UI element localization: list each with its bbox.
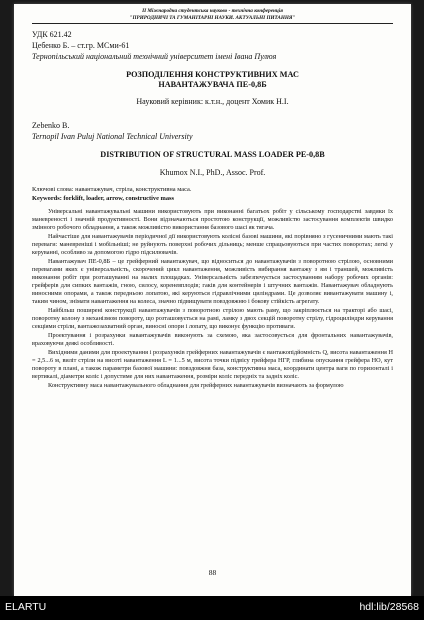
handle-link[interactable]: hdl:lib/28568 [359,601,419,613]
title-ua [14,70,411,90]
keywords-ua: Ключові слова: навантажувач, стріла, конструктивна маса. [32,186,192,193]
paragraph: Проектування і розрахунки навантажувачів виконують за схемою, яка застосовується для фронтальних навантажувачів, враховуючи деякі особливості. [32,331,393,347]
document-page [14,4,411,596]
repository-label: ELARTU [5,601,47,613]
header-divider [32,23,393,24]
supervisor-en: Khumox N.I., PhD., Assoc. Prof. [159,168,266,177]
paragraph: Навантажувач ПЕ-0,8Б – це грейферний навантажувач, що відноситься до навантажувачів з поворотною стрілою, основними перевагами яких є універсальність, скорочений цикл навантаження, можливість вибирання вантажу з ям і траншей, можливість виконання робіт при розташуванні на малих площадках. Універсальність забезпечується застосуванням набору робочих органів: грейферів для сипких вантажів, гною, силосу, кореневплодів; гаків для контейнерів і штучних вантажів. Навантажувач обладнують виносними опорами, а також передньою лопатою, які керуються гідравлічними циліндрами. Це дозволяє вивантажувати машину і, таким чином, знімати навантаження на колеса, значно підвищувати повздовжню і бокову стійкість агрегату. [32,258,393,305]
author-en: Zebenko B. [32,121,70,130]
udk-code: УДК 621.42 [32,30,72,39]
institution-ua: Тернопільський національний технічний університет імені Івана Пулюя [32,52,277,61]
conference-header [14,8,411,21]
author-ua: Цебенко Б. – ст.гр. МСми-61 [32,41,130,50]
title-ua-line-2: НАВАНТАЖУВАЧА ПЕ-0,8Б [158,80,267,89]
supervisor-ua: Науковий керівник: к.т.н., доцент Хомик Н.І. [136,97,289,106]
article-body [32,208,393,391]
footer-bar [0,596,424,620]
title-ua-line-1: РОЗПОДІЛЕННЯ КОНСТРУКТИВНИХ МАС [126,70,299,79]
institution-en: Ternopil Ivan Puluj National Technical University [32,132,193,141]
title-en: DISTRIBUTION OF STRUCTURAL MASS LOADER PE-0,8B [100,150,325,159]
conference-line-1: II Міжнародна студентська науково - технічна конференція [142,8,283,14]
paragraph: Конструктивну маса навантажувального обладнання для грейферних навантажувачів визначають за формулою [48,381,344,389]
paragraph: Найбільш поширені конструкції навантажувачів з поворотною стрілою мають раму, що закріплюється на тракторі або шасі, поворотну колону з механізмом повороту, що розташовується на рамі, ламку з двох секцій поворотну стрілу, гідроциліндри керування секціями стріли, вантажозахватний орган, виносні опори і лопату, що виконує функцію противаги. [32,306,393,330]
conference-line-2: "ПРИРОДНИЧІ ТА ГУМАНІТАРНІ НАУКИ. АКТУАЛЬНІ ПИТАННЯ" [129,14,296,21]
paragraph: Найчастіше для навантажувачів періодичної дії використовують колісні базові машини, які порівняно з гусеничними мають такі переваги: маневреніші і мобільніші; не руйнують поверхні робочих дільниць; менше спрацьовуються при частих поворотах; легкі у керуванні, особливо за допомогою гідро підсилювачів. [32,233,393,256]
paragraph: Універсальні навантажувальні машини використовують при виконанні багатьох робіт у сільському господарстві завдяки їх маневреності і значній продуктивності. Вони відзначаються простотою конструкції, можливістю застосування комплектів швидко змінного робочого обладнання, а також можливістю використання базового шасі як тягача. [32,208,393,231]
keywords-en: Keywords: forklift, loader, arrow, constructive mass [32,195,174,202]
page-number: 88 [208,568,217,577]
paragraph: Вихідними даними для проектування і розрахунків грейферних навантажувачів є вантажопідйомність Q, висота навантаження H = 2,5...6 м, виліт стріли на висоті навантаження L = 1...5 м, висота точки підвісу грейфера HГР, глибина опускання грейфера HО, кут повороту в плані, а також параметри базової машини: повздовжня база, конструктивна маса, координати центра ваги по горизонталі і вертикалі, діаметри коліс і допустиме для них навантаження, розміри коліс передніх та задніх коліс. [32,348,393,380]
